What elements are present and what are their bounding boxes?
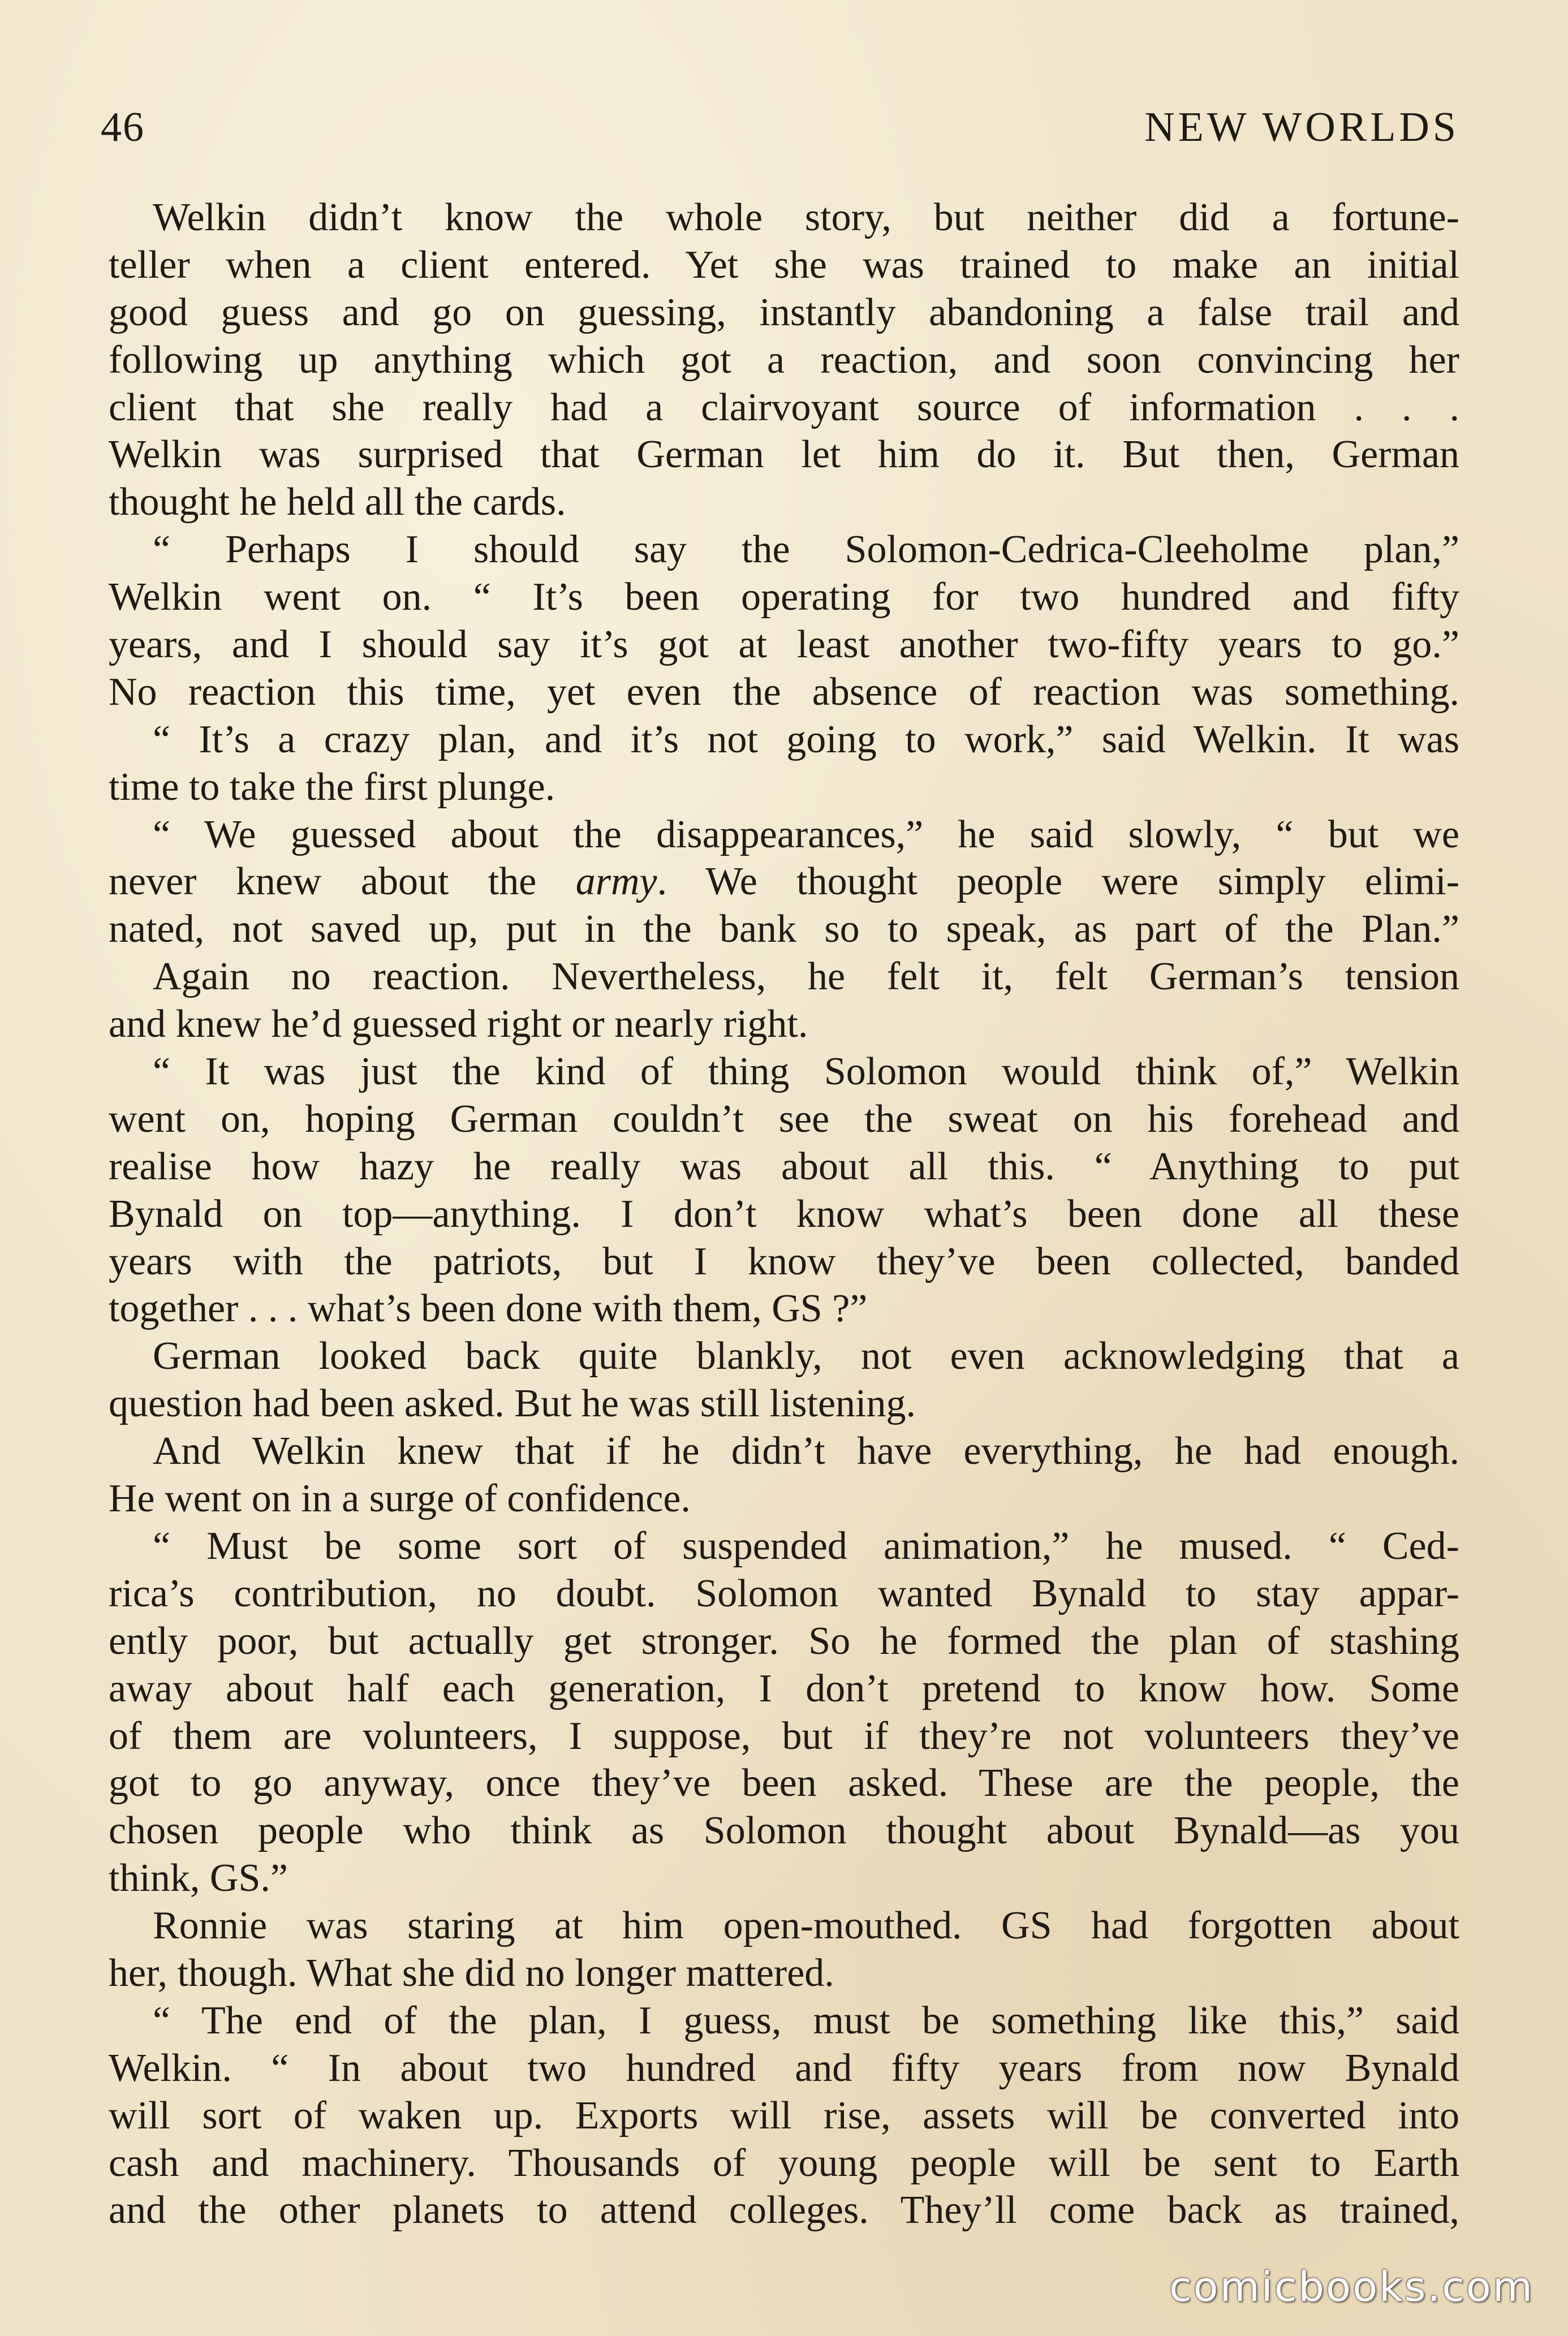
text-line: Bynald on top—anything. I don’t know what’s been done all these (109, 1192, 1459, 1236)
text-line: “ It’s a crazy plan, and it’s not going to work,” said Welkin. It was (153, 717, 1459, 761)
text-line: ently poor, but actually get stronger. So he formed the plan of stashing (109, 1619, 1459, 1663)
text-line: “ Must be some sort of suspended animation,” he mused. “ Ced- (153, 1524, 1459, 1568)
body-text (109, 194, 1459, 2234)
watermark-text: comicbooks.com (1169, 2263, 1534, 2311)
text-line: “ The end of the plan, I guess, must be something like this,” said (153, 1998, 1459, 2042)
text-line: nated, not saved up, put in the bank so to speak, as part of the Plan.” (109, 907, 1459, 951)
text-line: good guess and go on guessing, instantly abandoning a false trail and (109, 290, 1459, 334)
text-line: and knew he’d guessed right or nearly right. (109, 1002, 808, 1046)
text-line: And Welkin knew that if he didn’t have everything, he had enough. (153, 1429, 1459, 1473)
text-line: never knew about the army. We thought people were simply elimi- (109, 860, 1460, 904)
text-line: question had been asked. But he was still listening. (109, 1382, 916, 1426)
text-line: Again no reaction. Nevertheless, he felt it, felt German’s tension (153, 955, 1459, 999)
text-line: Welkin. “ In about two hundred and fifty years from now Bynald (109, 2046, 1459, 2090)
text-line: think, GS.” (109, 1856, 288, 1900)
text-line: and the other planets to attend colleges. They’ll come back as trained, (109, 2188, 1459, 2232)
text-line: years, and I should say it’s got at least another two-fifty years to go.” (109, 623, 1459, 667)
text-line: Ronnie was staring at him open-mouthed. GS had forgotten about (153, 1904, 1459, 1948)
text-line: “ We guessed about the disappearances,” he said slowly, “ but we (153, 812, 1459, 856)
emphasis: army (575, 860, 657, 904)
text-line: following up anything which got a reaction, and soon convincing her (109, 338, 1459, 382)
page-number: 46 (101, 104, 145, 150)
journal-title: NEW WORLDS (1144, 104, 1459, 150)
text-line: of them are volunteers, I suppose, but if they’re not volunteers they’ve (109, 1714, 1459, 1758)
text-line: got to go anyway, once they’ve been asked. These are the people, the (109, 1761, 1459, 1805)
text-line: teller when a client entered. Yet she was trained to make an initial (109, 243, 1459, 287)
text-line: together . . . what’s been done with them, GS ?” (109, 1287, 868, 1331)
text-line: client that she really had a clairvoyant source of information . . . (109, 385, 1459, 429)
text-line: German looked back quite blankly, not even acknowledging that a (153, 1334, 1459, 1378)
text-line: “ It was just the kind of thing Solomon would think of,” Welkin (153, 1050, 1459, 1094)
text-line: Welkin was surprised that German let him do it. But then, German (109, 433, 1459, 477)
text-line: her, though. What she did no longer mattered. (109, 1951, 834, 1995)
text-line: away about half each generation, I don’t pretend to know how. Some (109, 1666, 1459, 1710)
text-line: Welkin went on. “ It’s been operating for two hundred and fifty (109, 575, 1459, 619)
text-line: No reaction this time, yet even the absence of reaction was something. (109, 670, 1459, 714)
running-head (101, 96, 1459, 158)
text-line: went on, hoping German couldn’t see the sweat on his forehead and (109, 1097, 1459, 1141)
text-line: “ Perhaps I should say the Solomon-Cedrica-Cleeholme plan,” (153, 528, 1459, 572)
text-line: Welkin didn’t know the whole story, but neither did a fortune- (153, 196, 1459, 239)
text-line: time to take the first plunge. (109, 765, 555, 809)
text-line: rica’s contribution, no doubt. Solomon wanted Bynald to stay appar- (109, 1571, 1459, 1615)
text-line: realise how hazy he really was about all this. “ Anything to put (109, 1144, 1459, 1188)
text-line: He went on in a surge of confidence. (109, 1477, 691, 1521)
text-line: thought he held all the cards. (109, 480, 566, 524)
text-line: years with the patriots, but I know they’ve been collected, banded (109, 1239, 1459, 1283)
text-line: will sort of waken up. Exports will rise, assets will be converted into (109, 2093, 1459, 2137)
text-line: cash and machinery. Thousands of young people will be sent to Earth (109, 2141, 1459, 2185)
text-line: chosen people who think as Solomon thought about Bynald—as you (109, 1809, 1459, 1853)
